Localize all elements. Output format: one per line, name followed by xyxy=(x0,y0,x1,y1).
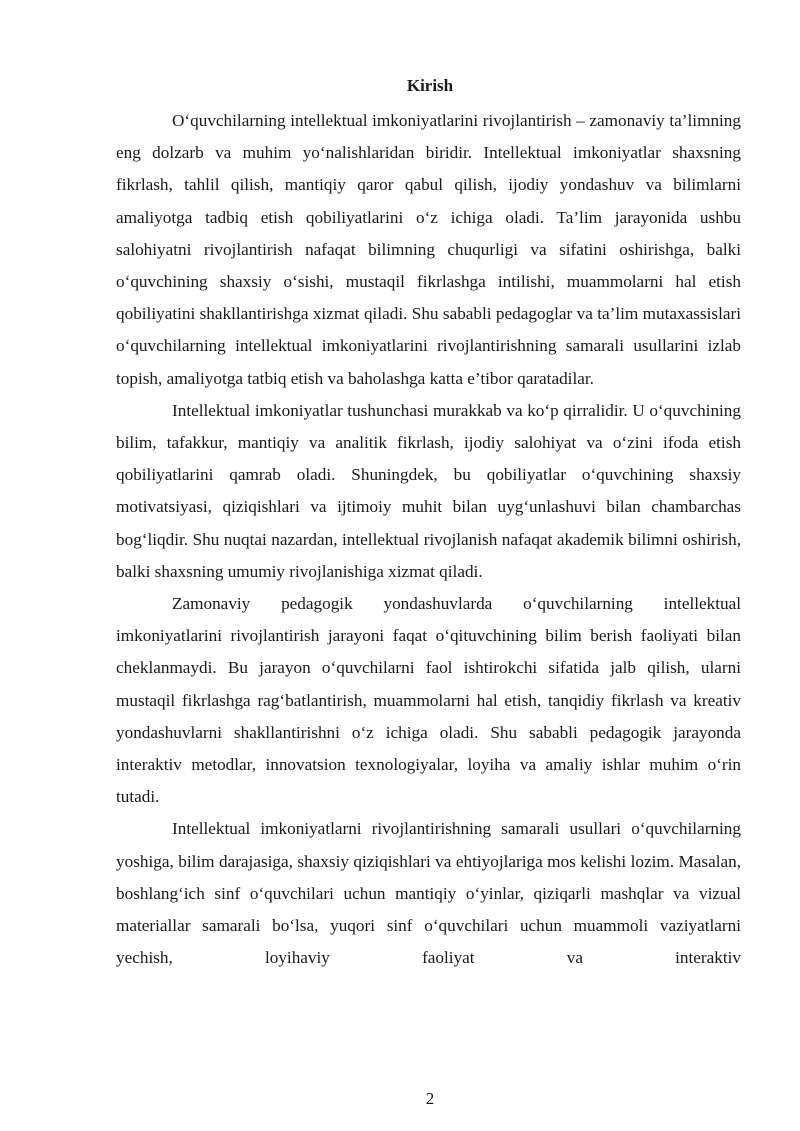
page-number: 2 xyxy=(425,1089,435,1108)
paragraph-4: Intellektual imkoniyatlarni rivojlantirishning samarali usullari o‘quvchilarning yoshiga, bilim darajasiga, shaxsiy qiziqishlari va ehtiyojlariga mos kelishi lozim. Masalan, boshlang‘ich sinf o‘quvchilari uchun mantiqiy o‘yinlar, qiziqarli mashqlar va vizual materiallar samarali bo‘lsa, yuqori sinf o‘quvchilari uchun muammoli vaziyatlarni yechish, loyihaviy faoliyat va interaktiv xyxy=(116,819,741,968)
paragraph-1: O‘quvchilarning intellektual imkoniyatlarini rivojlantirish – zamonaviy ta’limning eng dolzarb va muhim yo‘nalishlaridan biridir. Intellektual imkoniyatlar shaxsning fikrlash, tahlil qilish, mantiqiy qaror qabul qilish, ijodiy yondashuv va bilimlarni amaliyotga tadbiq etish qobiliyatlarini o‘z ichiga oladi. Ta’lim jarayonida ushbu salohiyatni rivojlantirish nafaqat bilimning chuqurligi va sifatini oshirishga, balki o‘quvchining shaxsiy o‘sishi, mustaqil fikrlashga intilishi, muammolarni hal etish qobiliyatini shakllantirishga xizmat qiladi. Shu sababli pedagoglar va ta’lim mutaxassislari o‘quvchilarning intellektual imkoniyatlarini rivojlantirishning samarali usullarini izlab topish, amaliyotga tatbiq etish va baholashga katta e’tibor qaratadilar. xyxy=(116,111,741,388)
body-text xyxy=(116,105,741,974)
paragraph-2: Intellektual imkoniyatlar tushunchasi murakkab va ko‘p qirralidir. U o‘quvchining bilim, tafakkur, mantiqiy va analitik fikrlash, ijodiy salohiyat va o‘zini ifoda etish qobiliyatlarini qamrab oladi. Shuningdek, bu qobiliyatlar o‘quvchining shaxsiy motivatsiyasi, qiziqishlari va ijtimoiy muhit bilan uyg‘unlashuvi bilan chambarchas bog‘liqdir. Shu nuqtai nazardan, intellektual rivojlanish nafaqat akademik bilimni oshirish, balki shaxsning umumiy rivojlanishiga xizmat qiladi. xyxy=(116,400,741,581)
section-heading: Kirish xyxy=(406,76,454,95)
paragraph-3: Zamonaviy pedagogik yondashuvlarda o‘quvchilarning intellektual imkoniyatlarini rivojlantirish jarayoni faqat o‘qituvchining bilim berish faoliyati bilan cheklanmaydi. Bu jarayon o‘quvchilarni faol ishtirokchi sifatida jalb qilish, ularni mustaqil fikrlashga rag‘batlantirish, muammolarni hal etish, tanqidiy fikrlash va kreativ yondashuvlarni shakllantirishni o‘z ichiga oladi. Shu sababli pedagogik jarayonda interaktiv metodlar, innovatsion texnologiyalar, loyiha va amaliy ishlar muhim o‘rin tutadi. xyxy=(116,594,741,807)
